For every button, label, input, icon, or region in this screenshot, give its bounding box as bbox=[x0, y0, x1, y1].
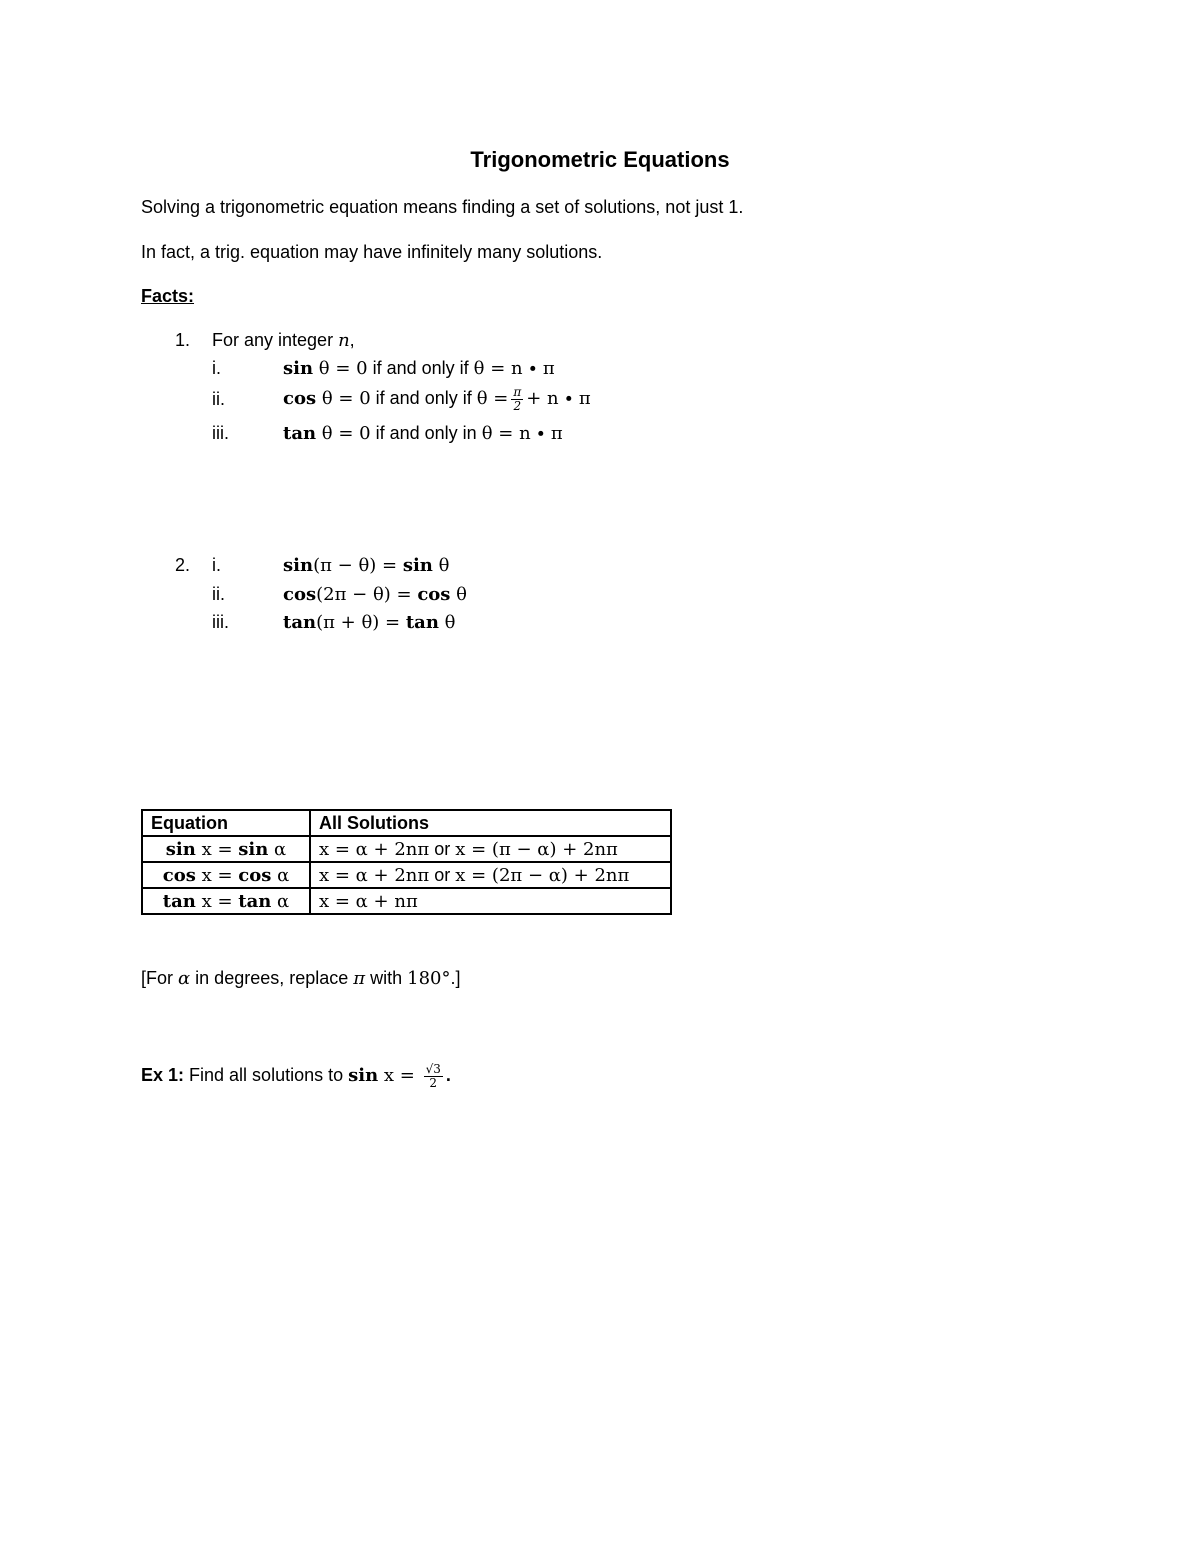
tail: θ bbox=[450, 584, 467, 605]
eq: x = bbox=[195, 838, 239, 860]
rhs-pre: θ = bbox=[476, 388, 509, 409]
table-row bbox=[142, 862, 671, 888]
table-header-row bbox=[142, 810, 671, 836]
fraction-denominator: 2 bbox=[429, 1075, 438, 1090]
degrees-value: 180° bbox=[407, 968, 451, 989]
table-row bbox=[142, 836, 671, 862]
example-1 bbox=[141, 1058, 451, 1093]
header-equation: Equation bbox=[142, 810, 310, 836]
solution-b: x = (π − α) + 2nπ bbox=[455, 838, 618, 860]
rhs-post: + n ∙ π bbox=[526, 388, 591, 409]
solution-cell bbox=[310, 862, 671, 888]
tail: θ bbox=[432, 555, 450, 576]
header-all-solutions: All Solutions bbox=[310, 810, 671, 836]
intro-paragraph-2: In fact, a trig. equation may have infinitely many solutions. bbox=[141, 242, 603, 262]
solution-a: x = α + 2nπ bbox=[319, 864, 430, 886]
fact-1-item-ii bbox=[283, 383, 591, 414]
intro-paragraph-1: Solving a trigonometric equation means finding a set of solutions, not just 1. bbox=[141, 197, 744, 217]
equation-cell bbox=[142, 836, 310, 862]
fact-2-numeral-iii: iii. bbox=[212, 612, 229, 632]
eq: x = bbox=[378, 1065, 421, 1086]
table-row bbox=[142, 888, 671, 914]
eq: x = bbox=[195, 864, 239, 886]
connector: if and only in bbox=[370, 423, 482, 443]
example-end: . bbox=[445, 1065, 451, 1085]
equation-cell bbox=[142, 888, 310, 914]
facts-label: Facts: bbox=[141, 286, 195, 306]
solution-a: x = α + 2nπ bbox=[319, 838, 430, 860]
note-mid2: with bbox=[365, 968, 408, 988]
connector: if and only if bbox=[367, 358, 474, 378]
note-mid: in degrees, replace bbox=[190, 968, 354, 988]
note-open: [For bbox=[141, 968, 179, 988]
fn-cos: cos bbox=[283, 388, 317, 409]
fact-1-var: n bbox=[338, 330, 350, 351]
fact-1-numeral-i: i. bbox=[212, 358, 221, 378]
eq2: α bbox=[271, 890, 290, 912]
lhs: θ = 0 bbox=[313, 358, 368, 379]
fact-1-item-i bbox=[283, 358, 555, 379]
argument: (π − θ) = bbox=[313, 555, 403, 576]
eq2: α bbox=[268, 838, 287, 860]
fact-1-lead bbox=[212, 330, 355, 351]
pi-symbol: π bbox=[353, 968, 366, 989]
fn-tan: tan bbox=[283, 612, 317, 633]
fn-sin: sin bbox=[238, 838, 269, 860]
fn-cos: cos bbox=[238, 864, 272, 886]
solution-cell bbox=[310, 836, 671, 862]
pi-over-2-fraction bbox=[511, 386, 523, 413]
fn-sin: sin bbox=[283, 555, 314, 576]
fn-tan: tan bbox=[283, 423, 317, 444]
eq: x = bbox=[195, 890, 239, 912]
fact-2-item-iii bbox=[283, 612, 455, 633]
fn-tan: tan bbox=[162, 890, 196, 912]
alpha-symbol: α bbox=[178, 968, 191, 989]
fact-2-numeral-i: i. bbox=[212, 555, 221, 575]
fn-cos: cos bbox=[283, 584, 317, 605]
fn-tan: tan bbox=[405, 612, 439, 633]
fact-2-item-ii bbox=[283, 584, 467, 605]
example-text: Find all solutions to bbox=[184, 1065, 349, 1085]
rhs: θ = n ∙ π bbox=[473, 358, 555, 379]
solution-cell bbox=[310, 888, 671, 914]
lhs: θ = 0 bbox=[316, 423, 371, 444]
fraction-numerator: √3 bbox=[425, 1061, 441, 1076]
fact-1-item-iii bbox=[283, 423, 563, 444]
fn-sin: sin bbox=[165, 838, 196, 860]
fraction-numerator: π bbox=[513, 384, 522, 399]
fn-cos: cos bbox=[417, 584, 451, 605]
degrees-note bbox=[141, 968, 461, 989]
fact-2-number: 2. bbox=[175, 555, 191, 575]
fn-tan: tan bbox=[238, 890, 272, 912]
fact-2-numeral-ii: ii. bbox=[212, 584, 225, 604]
solution-a: x = α + nπ bbox=[319, 890, 418, 912]
fact-1-numeral-iii: iii. bbox=[212, 423, 229, 443]
solution-b: x = (2π − α) + 2nπ bbox=[455, 864, 630, 886]
equation-cell bbox=[142, 862, 310, 888]
fn-sin: sin bbox=[402, 555, 433, 576]
or-connector: or bbox=[429, 864, 456, 885]
note-close: .] bbox=[450, 968, 461, 988]
tail: θ bbox=[438, 612, 456, 633]
argument: (π + θ) = bbox=[316, 612, 406, 633]
fact-2-item-i bbox=[283, 555, 449, 576]
connector: if and only if bbox=[370, 388, 477, 408]
fact-1-numeral-ii: ii. bbox=[212, 389, 225, 409]
fn-sin: sin bbox=[348, 1065, 379, 1086]
or-connector: or bbox=[429, 838, 456, 859]
page-title: Trigonometric Equations bbox=[470, 147, 730, 172]
root3-over-2-fraction bbox=[424, 1063, 443, 1090]
fn-sin: sin bbox=[283, 358, 314, 379]
argument: (2π − θ) = bbox=[316, 584, 418, 605]
example-label: Ex 1: bbox=[141, 1065, 185, 1085]
fn-cos: cos bbox=[162, 864, 196, 886]
fact-1-lead-text: For any integer bbox=[212, 330, 339, 350]
fact-1-number: 1. bbox=[175, 330, 191, 350]
solutions-table bbox=[141, 809, 672, 915]
rhs: θ = n ∙ π bbox=[481, 423, 563, 444]
eq2: α bbox=[271, 864, 290, 886]
lhs: θ = 0 bbox=[316, 388, 371, 409]
fact-1-comma: , bbox=[349, 330, 355, 350]
fraction-denominator: 2 bbox=[513, 398, 522, 413]
